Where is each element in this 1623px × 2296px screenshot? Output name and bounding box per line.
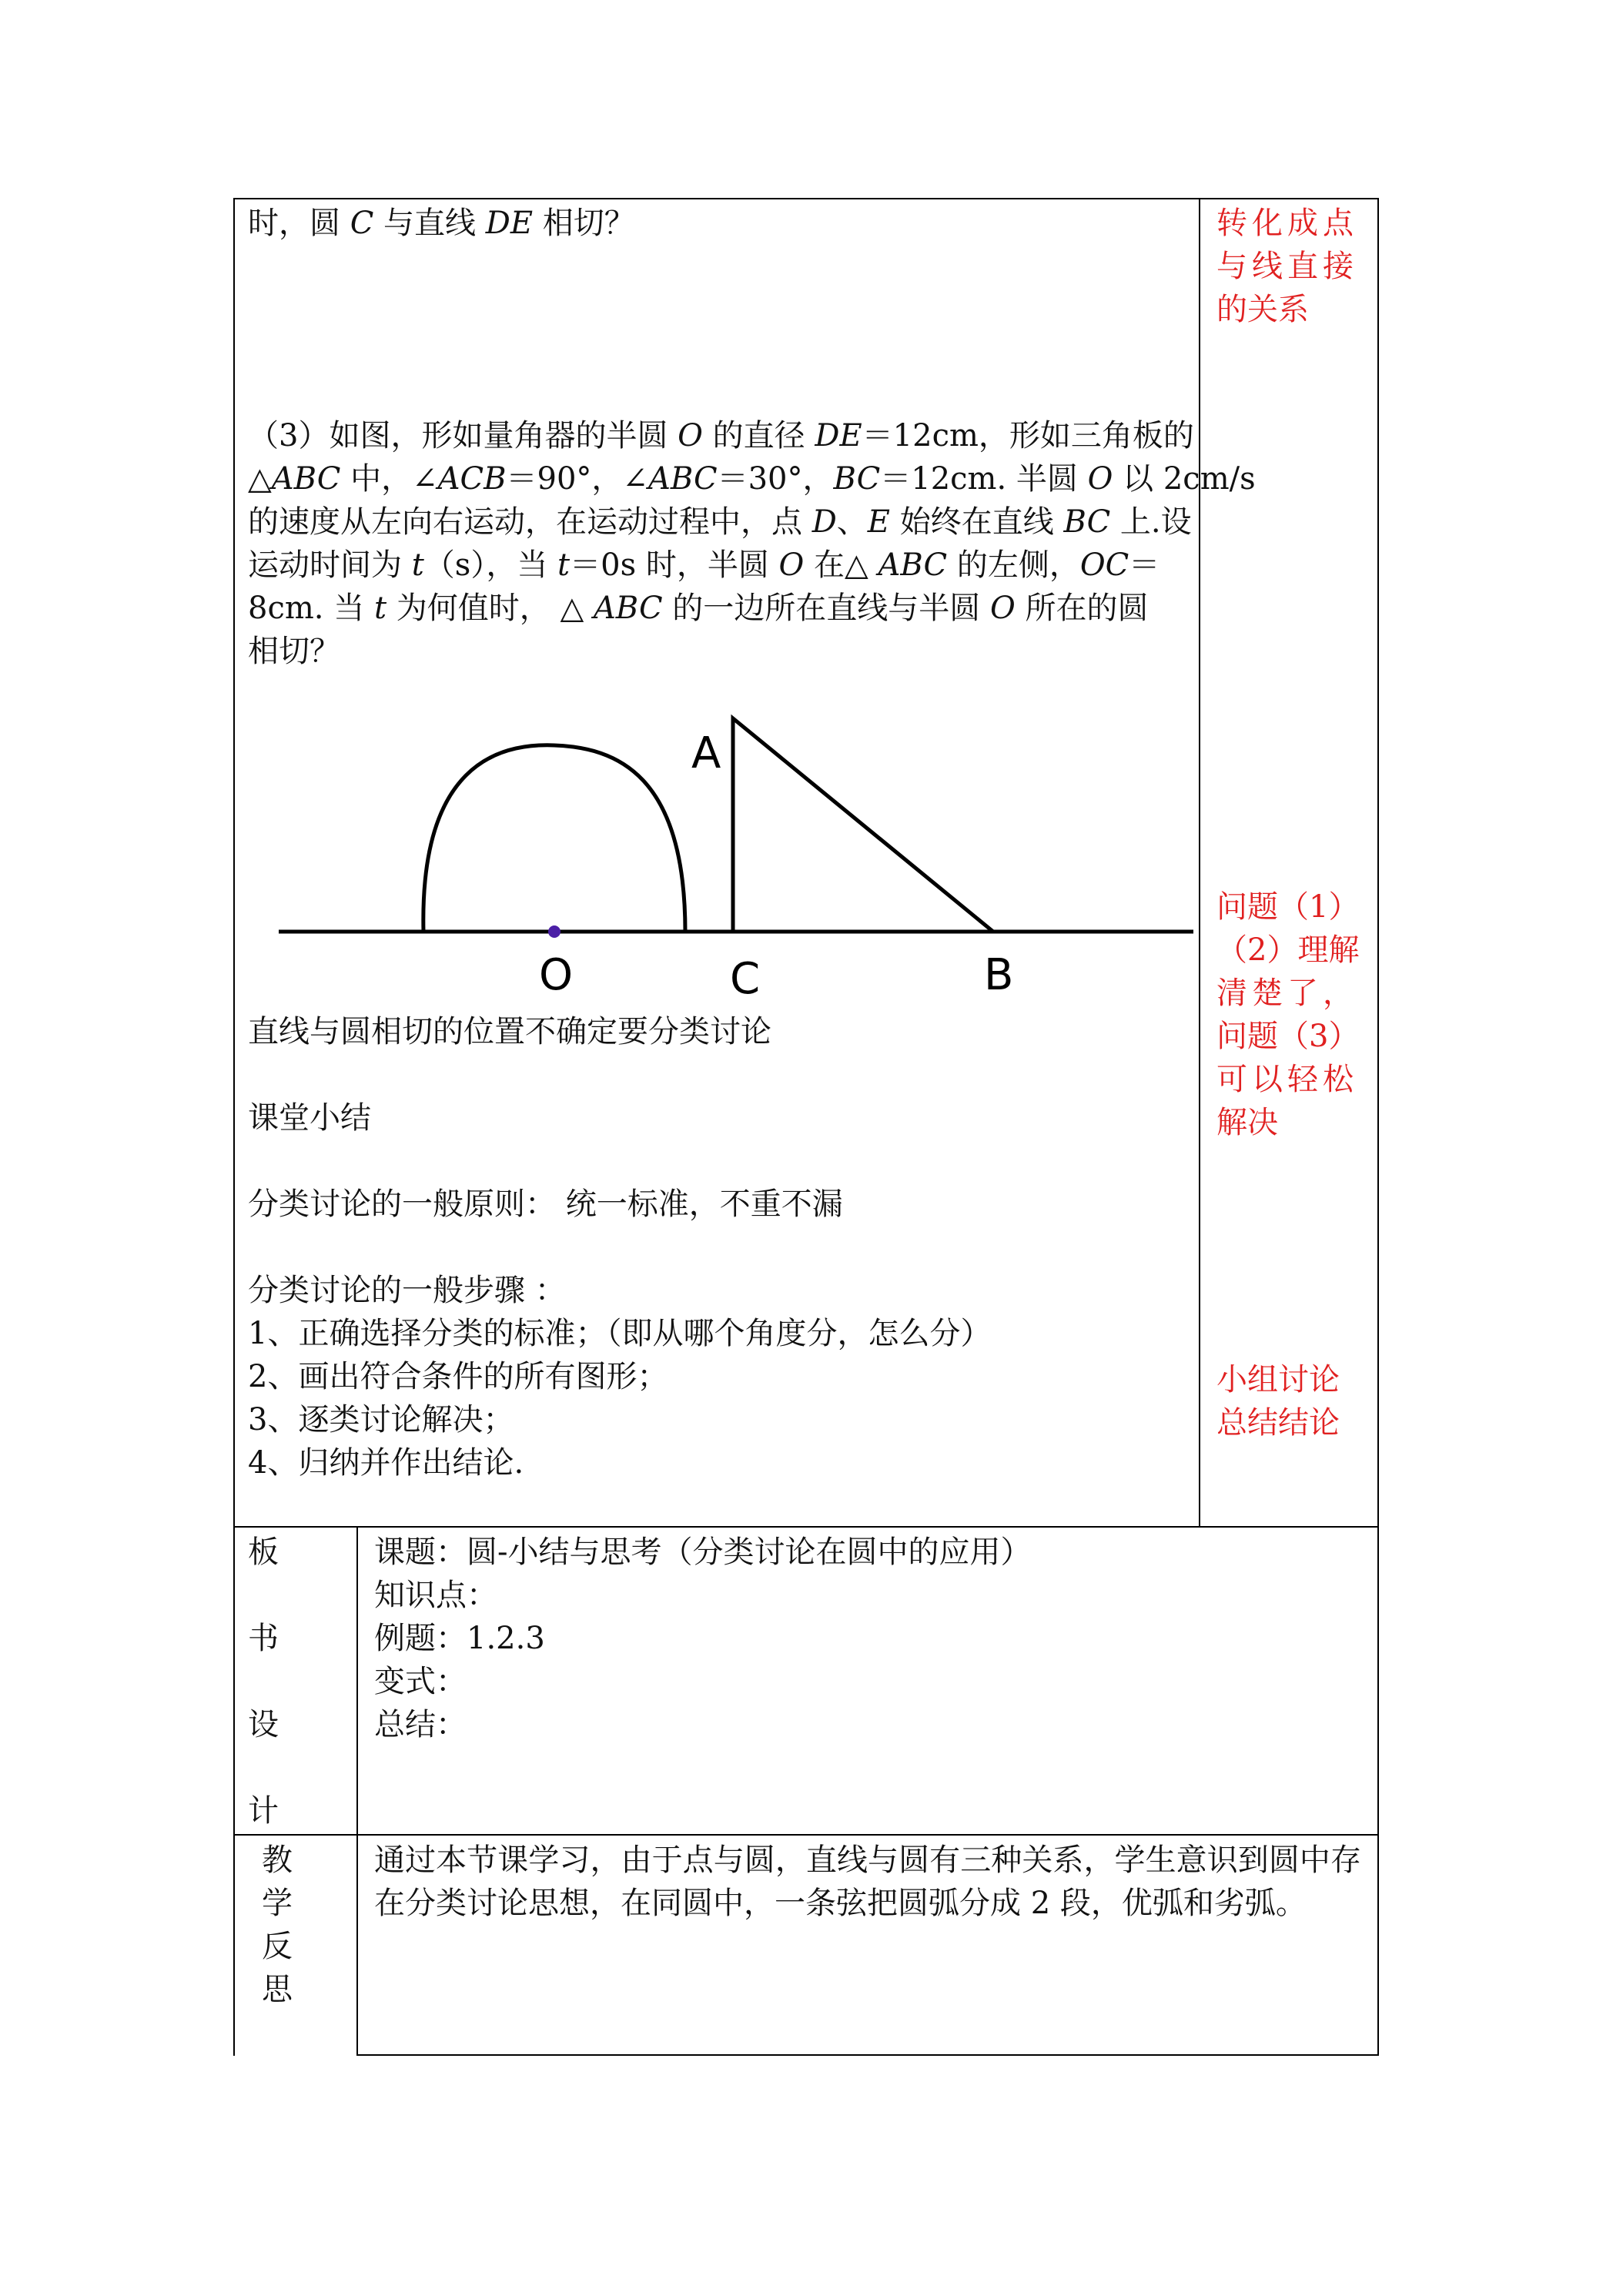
question-line-continued: 时，圆 C 与直线 DE 相切？ (248, 206, 635, 241)
side-note-2-line: 可以轻松 (1216, 1062, 1358, 1097)
reflection-label-char: 教 (262, 1842, 293, 1878)
principle-text: 分类讨论的一般原则： 统一标准，不重不漏 (248, 1186, 843, 1222)
center-point-o (548, 925, 561, 938)
reflection-label-char: 反 (262, 1929, 293, 1964)
reflection-label-char: 学 (262, 1886, 293, 1921)
reflection-text: 通过本节课学习，由于点与圆，直线与圆有三种关系，学生意识到圆中存在分类讨论思想，在同圆中，一条弦把圆弧分成 2 段，优弧和劣弧。 (374, 1842, 1361, 1921)
semicircle-triangle-figure (269, 697, 1209, 1020)
board-label-char: 板 (248, 1535, 279, 1570)
problem-3-line-6: 相切？ (248, 634, 340, 669)
board-label-char: 计 (248, 1793, 279, 1829)
board-line: 变式： (374, 1664, 467, 1699)
label-o: O (539, 950, 574, 1000)
problem-3-line-4: 运动时间为 t（s），当 t＝0s 时，半圆 O 在△ ABC 的左侧，OC＝ (248, 547, 1160, 583)
problem-3-line-5: 8cm. 当 t 为何值时， △ ABC 的一边所在直线与半圆 O 所在的圆 (248, 591, 1149, 626)
reflection-row-top (233, 1834, 1379, 1836)
side-note-2-line: （2）理解 (1216, 932, 1360, 968)
step-item: 3、逐类讨论解决； (248, 1402, 514, 1438)
label-column-divider (356, 1526, 358, 2056)
side-note-2-line: 问题（3） (1216, 1019, 1360, 1054)
table-border-right (1377, 198, 1379, 2056)
triangle-abc (733, 718, 993, 932)
steps-title: 分类讨论的一般步骤 ： (248, 1273, 566, 1308)
step-item: 4、归纳并作出结论. (248, 1445, 524, 1481)
semicircle-o (423, 731, 585, 932)
side-note-1-line: 与线直接 (1216, 249, 1358, 284)
board-label-char: 书 (248, 1621, 279, 1656)
board-row-top (233, 1526, 1379, 1528)
tangent-note: 直线与圆相切的位置不确定要分类讨论 (248, 1014, 771, 1049)
board-label-char: 设 (248, 1707, 279, 1742)
side-note-3-line: 小组讨论 (1216, 1362, 1340, 1397)
board-line: 知识点： (374, 1578, 497, 1613)
problem-3-line-3: 的速度从左向右运动，在运动过程中，点 D、E 始终在直线 BC 上.设 (248, 504, 1192, 540)
side-note-2-line: 解决 (1216, 1105, 1278, 1140)
summary-title: 课堂小结 (248, 1100, 371, 1136)
board-line: 总结： (374, 1707, 467, 1742)
label-a: A (691, 728, 721, 778)
side-note-1-line: 转化成点 (1216, 206, 1358, 241)
label-b: B (984, 950, 1014, 1000)
table-border-bottom (356, 2054, 1379, 2056)
board-line: 课题：圆-小结与思考（分类讨论在圆中的应用） (374, 1535, 1032, 1570)
side-note-2-line: 问题（1） (1216, 889, 1360, 925)
semicircle-arc (423, 745, 685, 932)
reflection-label-char: 思 (262, 1972, 293, 2007)
board-line: 例题：1.2.3 (374, 1621, 545, 1656)
problem-3-line-1: （3）如图，形如量角器的半圆 O 的直径 DE＝12cm，形如三角板的 (248, 418, 1194, 454)
step-item: 2、画出符合条件的所有图形； (248, 1359, 668, 1394)
problem-3-line-2: △ABC 中，∠ACB＝90°，∠ABC＝30°，BC＝12cm. 半圆 O 以 2cm/s (248, 461, 1256, 497)
side-note-3-line: 总结结论 (1216, 1405, 1340, 1441)
side-note-1-line: 的关系 (1216, 292, 1309, 327)
table-border-left (233, 198, 235, 2056)
label-c: C (730, 954, 761, 1004)
step-item: 1、正确选择分类的标准；（即从哪个角度分，怎么分） (248, 1316, 992, 1351)
table-border-top (233, 198, 1379, 199)
side-note-2-line: 清楚了， (1216, 976, 1358, 1011)
